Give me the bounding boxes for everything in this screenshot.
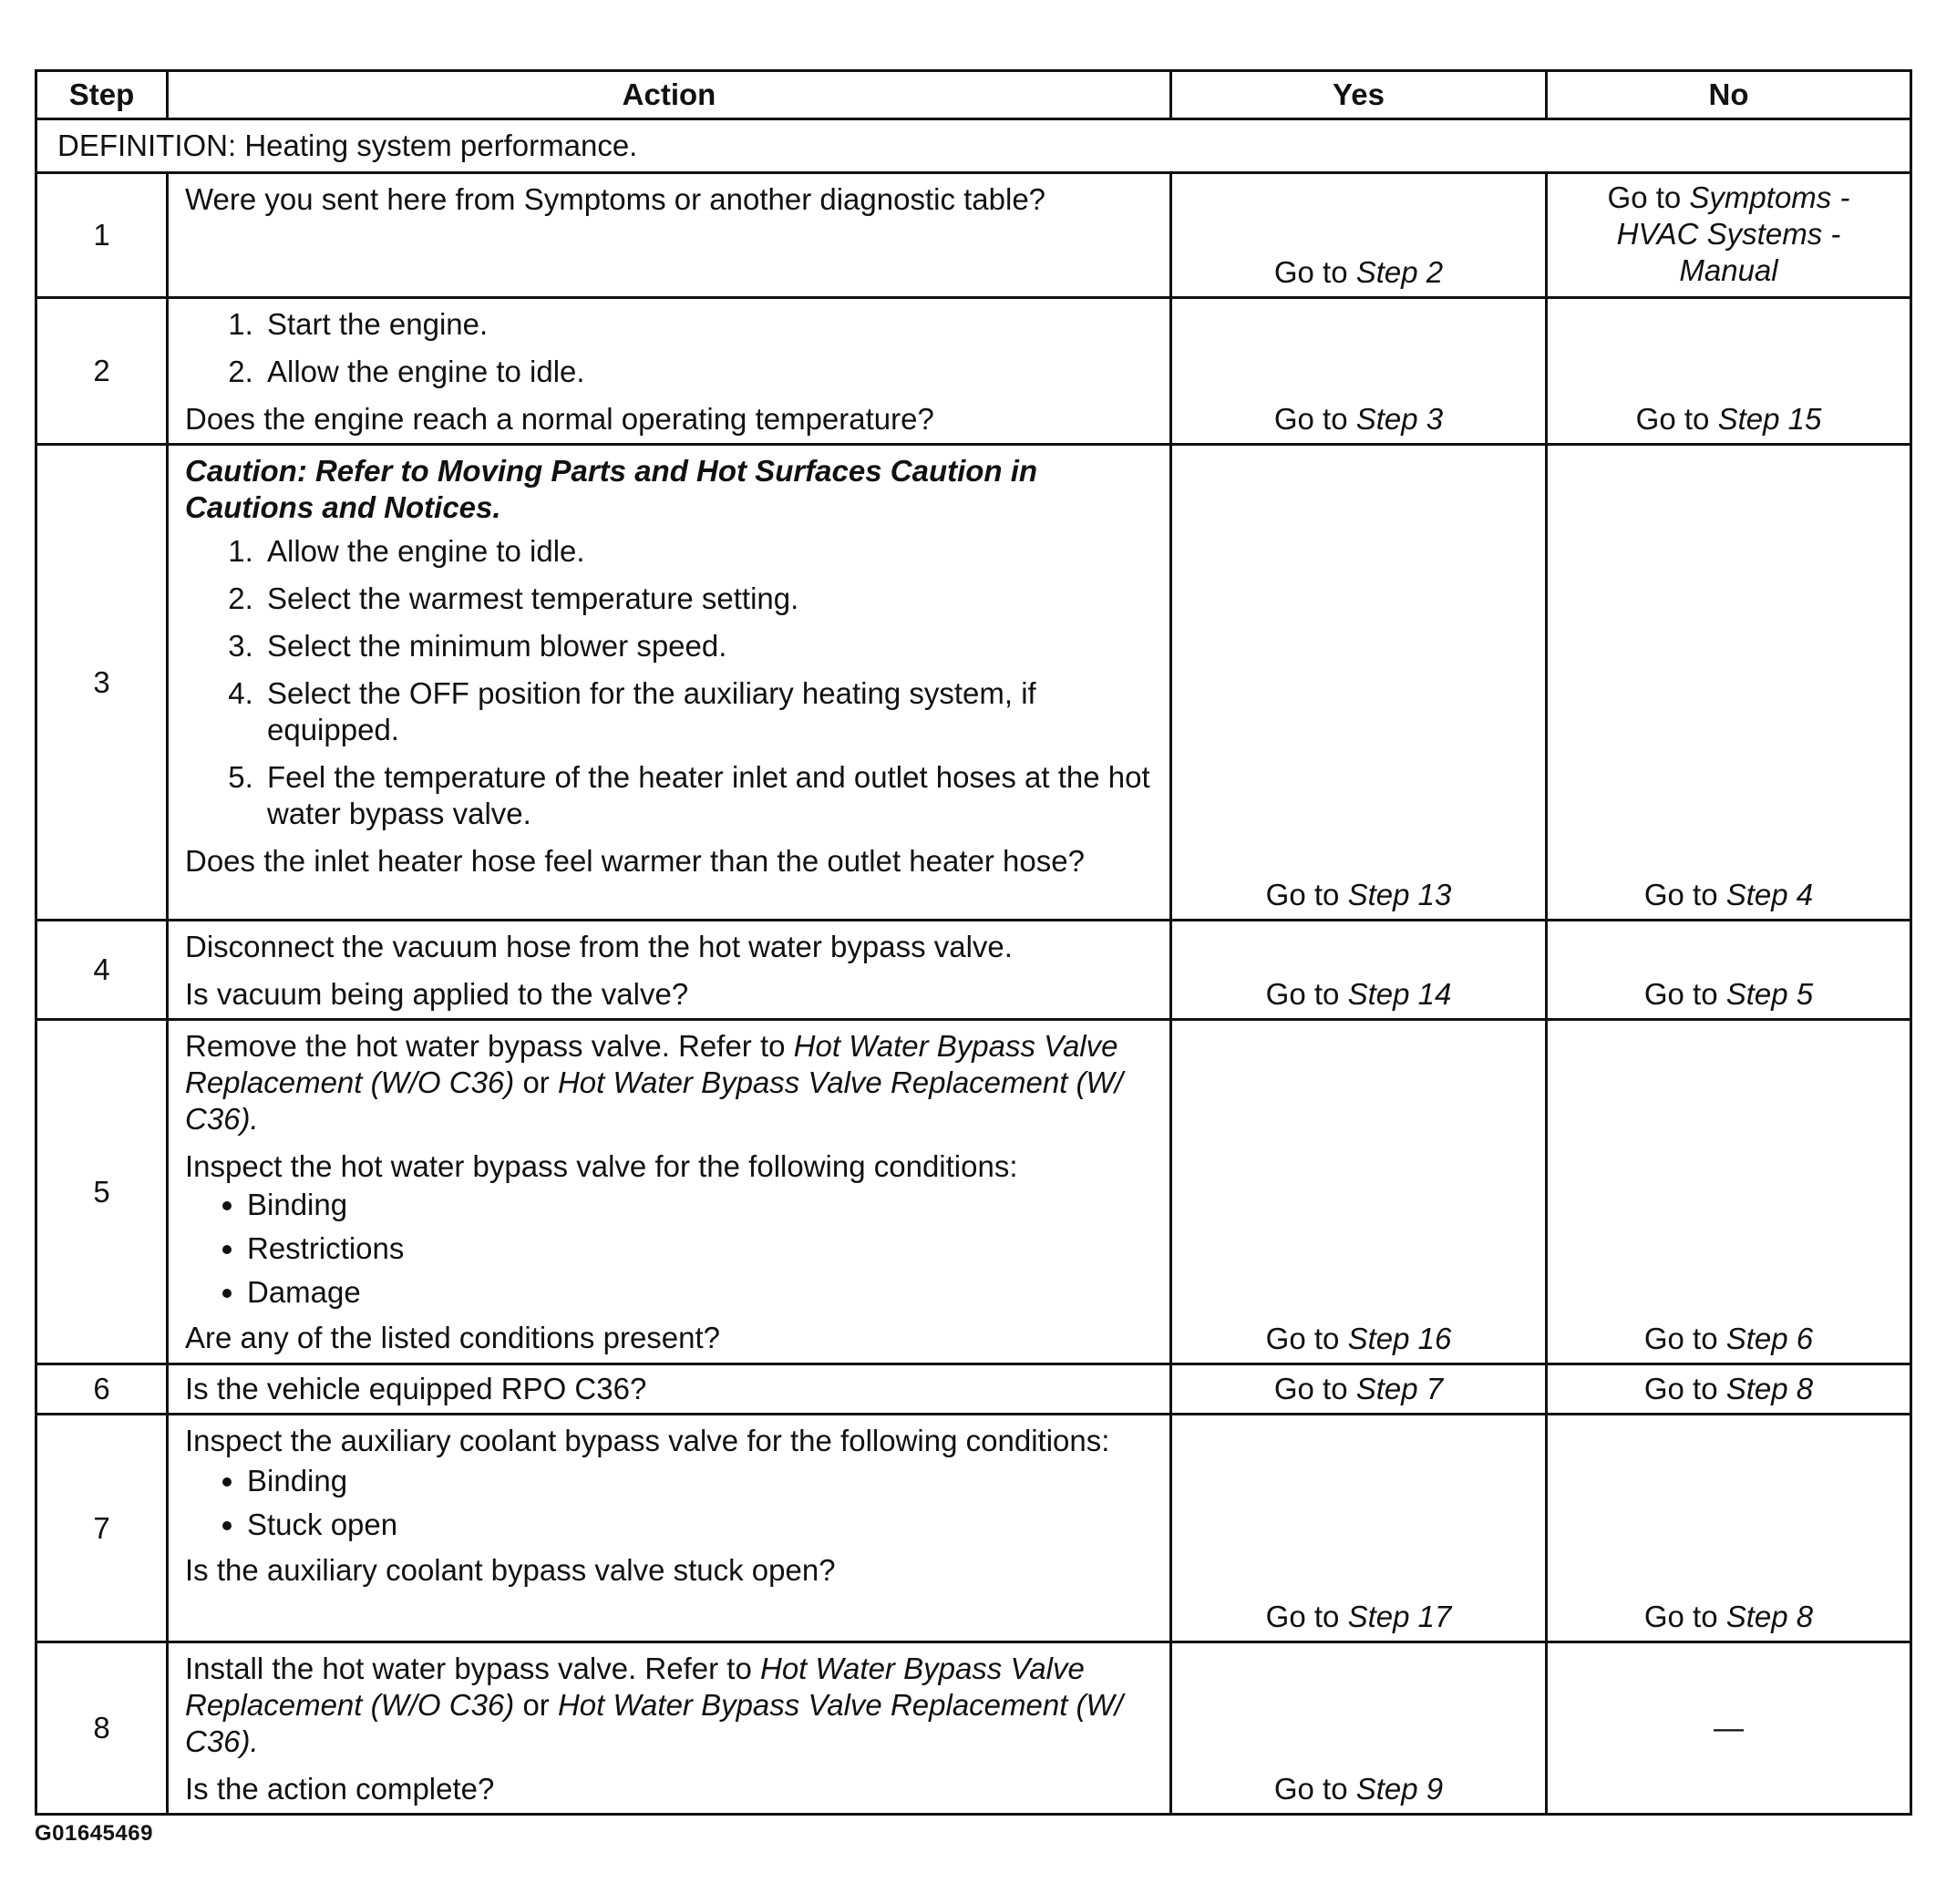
header-row bbox=[36, 71, 1911, 119]
table-row bbox=[36, 445, 1911, 921]
action-question: Is the auxiliary coolant bypass valve stuck open? bbox=[185, 1553, 836, 1587]
header-step: Step bbox=[36, 71, 168, 119]
yes-step-link[interactable]: Step 16 bbox=[1347, 1322, 1452, 1355]
yes-step-link[interactable]: Step 3 bbox=[1355, 402, 1444, 436]
no-cell bbox=[1547, 1415, 1911, 1642]
action-text bbox=[185, 1028, 1155, 1137]
list-item: 2. Select the warmest temperature setting. bbox=[262, 581, 1155, 617]
go-to-label: Go to bbox=[1643, 1322, 1718, 1355]
go-to-label: Go to bbox=[1265, 1322, 1340, 1355]
step-number: 7 bbox=[36, 1415, 168, 1642]
step-number: 4 bbox=[36, 921, 168, 1020]
yes-cell bbox=[1171, 921, 1547, 1020]
no-step-link[interactable]: Step 8 bbox=[1725, 1600, 1814, 1633]
go-to-label: Go to bbox=[1643, 977, 1718, 1011]
go-to-label: Go to bbox=[1265, 878, 1340, 911]
yes-step-link[interactable]: Step 13 bbox=[1347, 878, 1452, 911]
no-cell bbox=[1547, 298, 1911, 445]
list-item: 3. Select the minimum blower speed. bbox=[262, 628, 1155, 664]
yes-cell bbox=[1171, 173, 1547, 298]
yes-cell bbox=[1171, 1364, 1547, 1415]
yes-step-link[interactable]: Step 2 bbox=[1355, 255, 1444, 289]
action-text: Inspect the hot water bypass valve for the following conditions: bbox=[185, 1149, 1018, 1183]
table-row bbox=[36, 1364, 1911, 1415]
go-to-label: Go to bbox=[1635, 402, 1710, 436]
no-cell bbox=[1547, 173, 1911, 298]
action-cell bbox=[168, 1642, 1171, 1815]
action-cell bbox=[168, 1364, 1171, 1415]
action-question: Is the action complete? bbox=[185, 1772, 495, 1806]
definition-row bbox=[36, 119, 1911, 173]
go-to-label: Go to bbox=[1265, 977, 1340, 1011]
list-item: • Binding bbox=[247, 1187, 1155, 1223]
list-item: 1. Allow the engine to idle. bbox=[262, 533, 1155, 570]
table-row bbox=[36, 1415, 1911, 1642]
action-cell bbox=[168, 445, 1171, 921]
reference-link[interactable]: Hot Water Bypass Valve Replacement (W/O C36) bbox=[185, 1652, 1085, 1722]
yes-cell bbox=[1171, 298, 1547, 445]
yes-cell bbox=[1171, 445, 1547, 921]
action-question: Does the engine reach a normal operating temperature? bbox=[185, 402, 934, 436]
go-to-label: Go to bbox=[1643, 1600, 1718, 1633]
action-question: Is vacuum being applied to the valve? bbox=[185, 977, 689, 1011]
no-cell bbox=[1547, 1364, 1911, 1415]
list-item: • Restrictions bbox=[247, 1230, 1155, 1267]
yes-step-link[interactable]: Step 9 bbox=[1355, 1772, 1444, 1806]
header-yes: Yes bbox=[1171, 71, 1547, 119]
action-text: Inspect the auxiliary coolant bypass valve for the following conditions: bbox=[185, 1424, 1110, 1457]
reference-link[interactable]: Hot Water Bypass Valve Replacement (W/ C36). bbox=[185, 1688, 1123, 1758]
go-to-label: Go to bbox=[1265, 1600, 1340, 1633]
list-item: 4. Select the OFF position for the auxiliary heating system, if equipped. bbox=[262, 675, 1155, 748]
table-row bbox=[36, 173, 1911, 298]
yes-cell bbox=[1171, 1642, 1547, 1815]
no-step-link[interactable]: Step 5 bbox=[1725, 977, 1814, 1011]
no-cell bbox=[1547, 445, 1911, 921]
action-text-lead: Install the hot water bypass valve. Refer to bbox=[185, 1652, 752, 1685]
header-no: No bbox=[1547, 71, 1911, 119]
go-to-label: Go to bbox=[1273, 255, 1348, 289]
figure-id: G01645469 bbox=[35, 1821, 153, 1846]
no-cell bbox=[1547, 1642, 1911, 1815]
caution-text: Caution: Refer to Moving Parts and Hot Surfaces Caution in Cautions and Notices. bbox=[185, 454, 1038, 524]
not-applicable-dash: — bbox=[1714, 1711, 1744, 1744]
table-row bbox=[36, 1642, 1911, 1815]
action-text: Disconnect the vacuum hose from the hot water bypass valve. bbox=[185, 930, 1013, 963]
no-cell bbox=[1547, 1020, 1911, 1364]
step-number: 1 bbox=[36, 173, 168, 298]
no-step-link[interactable]: Step 4 bbox=[1725, 878, 1814, 911]
list-item: • Stuck open bbox=[247, 1507, 1155, 1543]
action-steps-list bbox=[185, 533, 1155, 832]
go-to-label: Go to bbox=[1273, 1772, 1348, 1806]
list-item: 5. Feel the temperature of the heater inlet and outlet hoses at the hot water bypass valve. bbox=[262, 759, 1155, 832]
step-number: 6 bbox=[36, 1364, 168, 1415]
table-row bbox=[36, 298, 1911, 445]
list-item: 1. Start the engine. bbox=[262, 306, 1155, 343]
conditions-list bbox=[185, 1187, 1155, 1311]
yes-step-link[interactable]: Step 14 bbox=[1347, 977, 1452, 1011]
reference-link[interactable]: Hot Water Bypass Valve Replacement (W/O C36) bbox=[185, 1029, 1118, 1099]
no-step-link[interactable]: Step 6 bbox=[1725, 1322, 1814, 1355]
step-number: 3 bbox=[36, 445, 168, 921]
action-cell bbox=[168, 173, 1171, 298]
go-to-label: Go to bbox=[1273, 402, 1348, 436]
action-steps-list bbox=[185, 306, 1155, 390]
yes-step-link[interactable]: Step 7 bbox=[1355, 1372, 1444, 1405]
no-cell bbox=[1547, 921, 1911, 1020]
yes-cell bbox=[1171, 1415, 1547, 1642]
action-text bbox=[185, 1651, 1155, 1760]
step-number: 5 bbox=[36, 1020, 168, 1364]
action-text-lead: Remove the hot water bypass valve. Refer to bbox=[185, 1029, 786, 1063]
table-row bbox=[36, 921, 1911, 1020]
definition-text: DEFINITION: Heating system performance. bbox=[36, 119, 1911, 173]
reference-link[interactable]: Hot Water Bypass Valve Replacement (W/ C36). bbox=[185, 1065, 1123, 1136]
action-question: Does the inlet heater hose feel warmer than the outlet heater hose? bbox=[185, 844, 1085, 878]
list-item: • Damage bbox=[247, 1274, 1155, 1311]
action-cell bbox=[168, 921, 1171, 1020]
action-question: Is the vehicle equipped RPO C36? bbox=[185, 1372, 647, 1405]
or-text: or bbox=[522, 1688, 550, 1722]
go-to-label: Go to bbox=[1643, 878, 1718, 911]
action-question: Are any of the listed conditions present? bbox=[185, 1321, 721, 1354]
no-step-link[interactable]: Step 15 bbox=[1717, 402, 1822, 436]
no-symptoms-link[interactable]: Symptoms - HVAC Systems - Manual bbox=[1616, 180, 1850, 287]
list-item: • Binding bbox=[247, 1463, 1155, 1499]
yes-cell bbox=[1171, 1020, 1547, 1364]
or-text: or bbox=[522, 1065, 550, 1099]
list-item: 2. Allow the engine to idle. bbox=[262, 354, 1155, 390]
yes-step-link[interactable]: Step 17 bbox=[1347, 1600, 1452, 1633]
header-action: Action bbox=[168, 71, 1171, 119]
no-step-link[interactable]: Step 8 bbox=[1725, 1372, 1814, 1405]
table-row bbox=[36, 1020, 1911, 1364]
action-cell bbox=[168, 298, 1171, 445]
action-cell bbox=[168, 1020, 1171, 1364]
action-question: Were you sent here from Symptoms or another diagnostic table? bbox=[185, 182, 1046, 216]
conditions-list bbox=[185, 1463, 1155, 1543]
step-number: 2 bbox=[36, 298, 168, 445]
step-number: 8 bbox=[36, 1642, 168, 1815]
go-to-label: Go to bbox=[1643, 1372, 1718, 1405]
go-to-label: Go to bbox=[1273, 1372, 1348, 1405]
diagnostic-table bbox=[35, 69, 1912, 1816]
go-to-label: Go to bbox=[1607, 180, 1682, 214]
action-cell bbox=[168, 1415, 1171, 1642]
